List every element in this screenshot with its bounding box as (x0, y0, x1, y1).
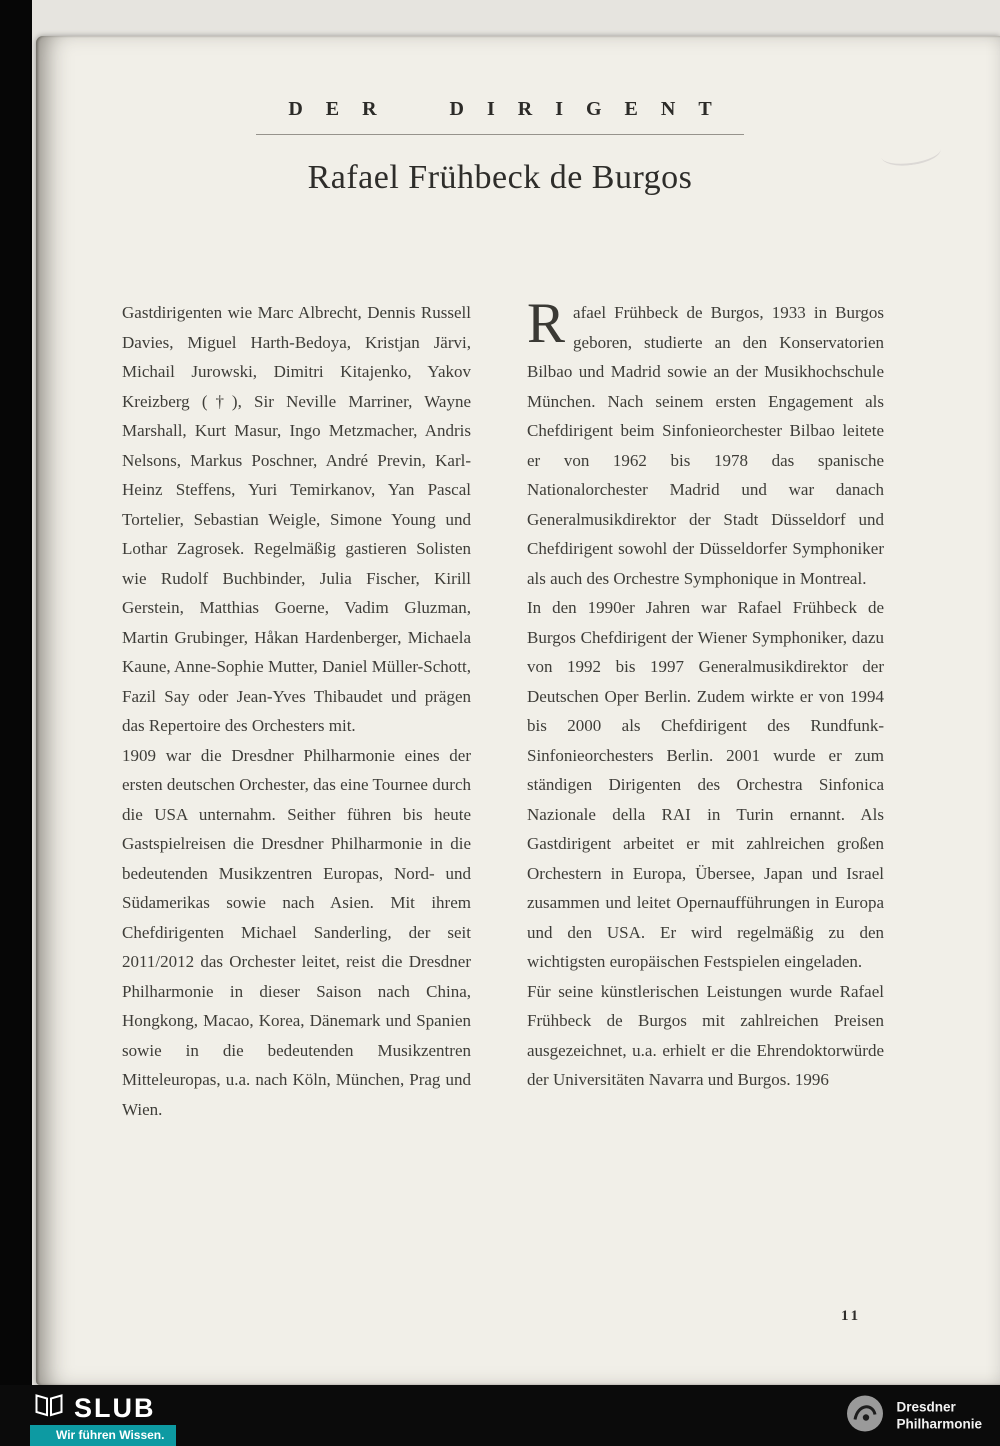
philharmonie-icon (846, 1394, 884, 1437)
book-binding-gutter (0, 0, 32, 1446)
paragraph-orchestra-tours: 1909 war die Dresdner Philharmonie eines der ersten deutschen Orchester, das eine Tournee durch die USA unternahm. Seither führen bis heute Gastspielreisen die Dresdner Philharmonie in die bedeutenden Musikzentren Europas, Nord- und Südamerikas sowie nach Asien. Mit ihrem Chefdirigenten Michael Sanderling, der seit 2011/2012 das Orchester leitet, reist die Dresdner Philharmonie in dieser Saison nach China, Hongkong, Macao, Korea, Dänemark und Spanien sowie in die bedeutenden Musikzentren Mitteleuropas, u.a. nach Köln, München, Prag und Wien. (122, 745, 471, 1119)
pencil-mark-artifact (880, 137, 943, 169)
paragraph-awards: Für seine künstlerischen Leistungen wurde Rafael Frühbeck de Burgos mit zahlreichen Preisen ausgezeichnet, u.a. erhielt er die Ehrendoktorwürde der Universitäten Navarra und Burgos. 1996 (527, 981, 884, 1089)
slub-logo (34, 1392, 156, 1423)
page-number: 11 (841, 1308, 862, 1324)
book-icon (34, 1392, 64, 1423)
paragraph-biography-early-text: afael Frühbeck de Burgos, 1933 in Burgos geboren, studierte an den Konservatorien Bilbao und Madrid sowie an der Musikhochschule München. Nach seinem ersten Engagement als Chefdirigent beim Sinfonieorchester Bilbao leitete er von 1962 bis 1978 das spanische Nationalorchester Madrid und war danach Generalmusikdirektor der Stadt Düsseldorf und Chefdirigent sowohl der Düsseldorfer Symphoniker als auch des Orchestre Symphonique in Montreal. (527, 303, 884, 588)
paragraph-biography-early (527, 292, 884, 593)
philharmonie-logo (846, 1394, 982, 1437)
paragraph-guest-conductors: Gastdirigenten wie Marc Albrecht, Dennis Russell Davies, Miguel Harth-Bedoya, Kristjan Järvi, Michail Jurowski, Dimitri Kitajenko, Yakov Kreizberg (†), Sir Neville Marriner, Wayne Marshall, Kurt Masur, Ingo Metzmacher, Andris Nelsons, Markus Poschner, André Previn, Karl-Heinz Steffens, Yuri Temirkanov, Yan Pascal Tortelier, Sebastian Weigle, Simone Young und Lothar Zagrosek. Regelmäßig gastieren Solisten wie Rudolf Buchbinder, Julia Fischer, Kirill Gerstein, Matthias Goerne, Vadim Gluzman, Martin Grubinger, Håkan Hardenberger, Michaela Kaune, Anne-Sophie Mutter, Daniel Müller-Schott, Fazil Say oder Jean-Yves Thibaudet und prägen das Repertoire des Orchesters mit. (122, 303, 471, 735)
dropcap: R (527, 292, 566, 355)
footer-bar (0, 1385, 1000, 1446)
slub-wordmark: SLUB (74, 1392, 156, 1423)
right-column (527, 292, 884, 1124)
header-divider (256, 134, 744, 135)
philharmonie-line2: Philharmonie (896, 1416, 982, 1432)
paragraph-biography-1990s: In den 1990er Jahren war Rafael Frühbeck de Burgos Chefdirigent der Wiener Symphoniker, dazu von 1992 bis 1997 Generalmusikdirektor der Deutschen Oper Berlin. Zudem wirkte er von 1994 bis 2000 als Chefdirigent des Rundfunk-Sinfonieorchesters Berlin. 2001 wurde er zum ständigen Dirigenten des Orchestra Sinfonica Nazionale della RAI in Turin ernannt. Als Gastdirigent arbeitet er mit zahlreichen großen Orchestern in Europa, Übersee, Japan und Israel zusammen und leitet Opernaufführungen in Europa und den USA. Er wird regelmäßig zu den wichtigsten europäischen Festspielen eingeladen. (527, 598, 884, 971)
philharmonie-line1: Dresdner (896, 1399, 956, 1415)
philharmonie-wordmark (896, 1399, 982, 1433)
body-columns (122, 292, 884, 1124)
left-column (122, 298, 471, 1124)
page-title: Rafael Frühbeck de Burgos (307, 159, 693, 196)
section-kicker: DER DIRIGENT (288, 98, 735, 120)
scanned-page (36, 36, 1000, 1385)
slub-tagline: Wir führen Wissen. (30, 1425, 176, 1446)
page-header (255, 98, 745, 197)
